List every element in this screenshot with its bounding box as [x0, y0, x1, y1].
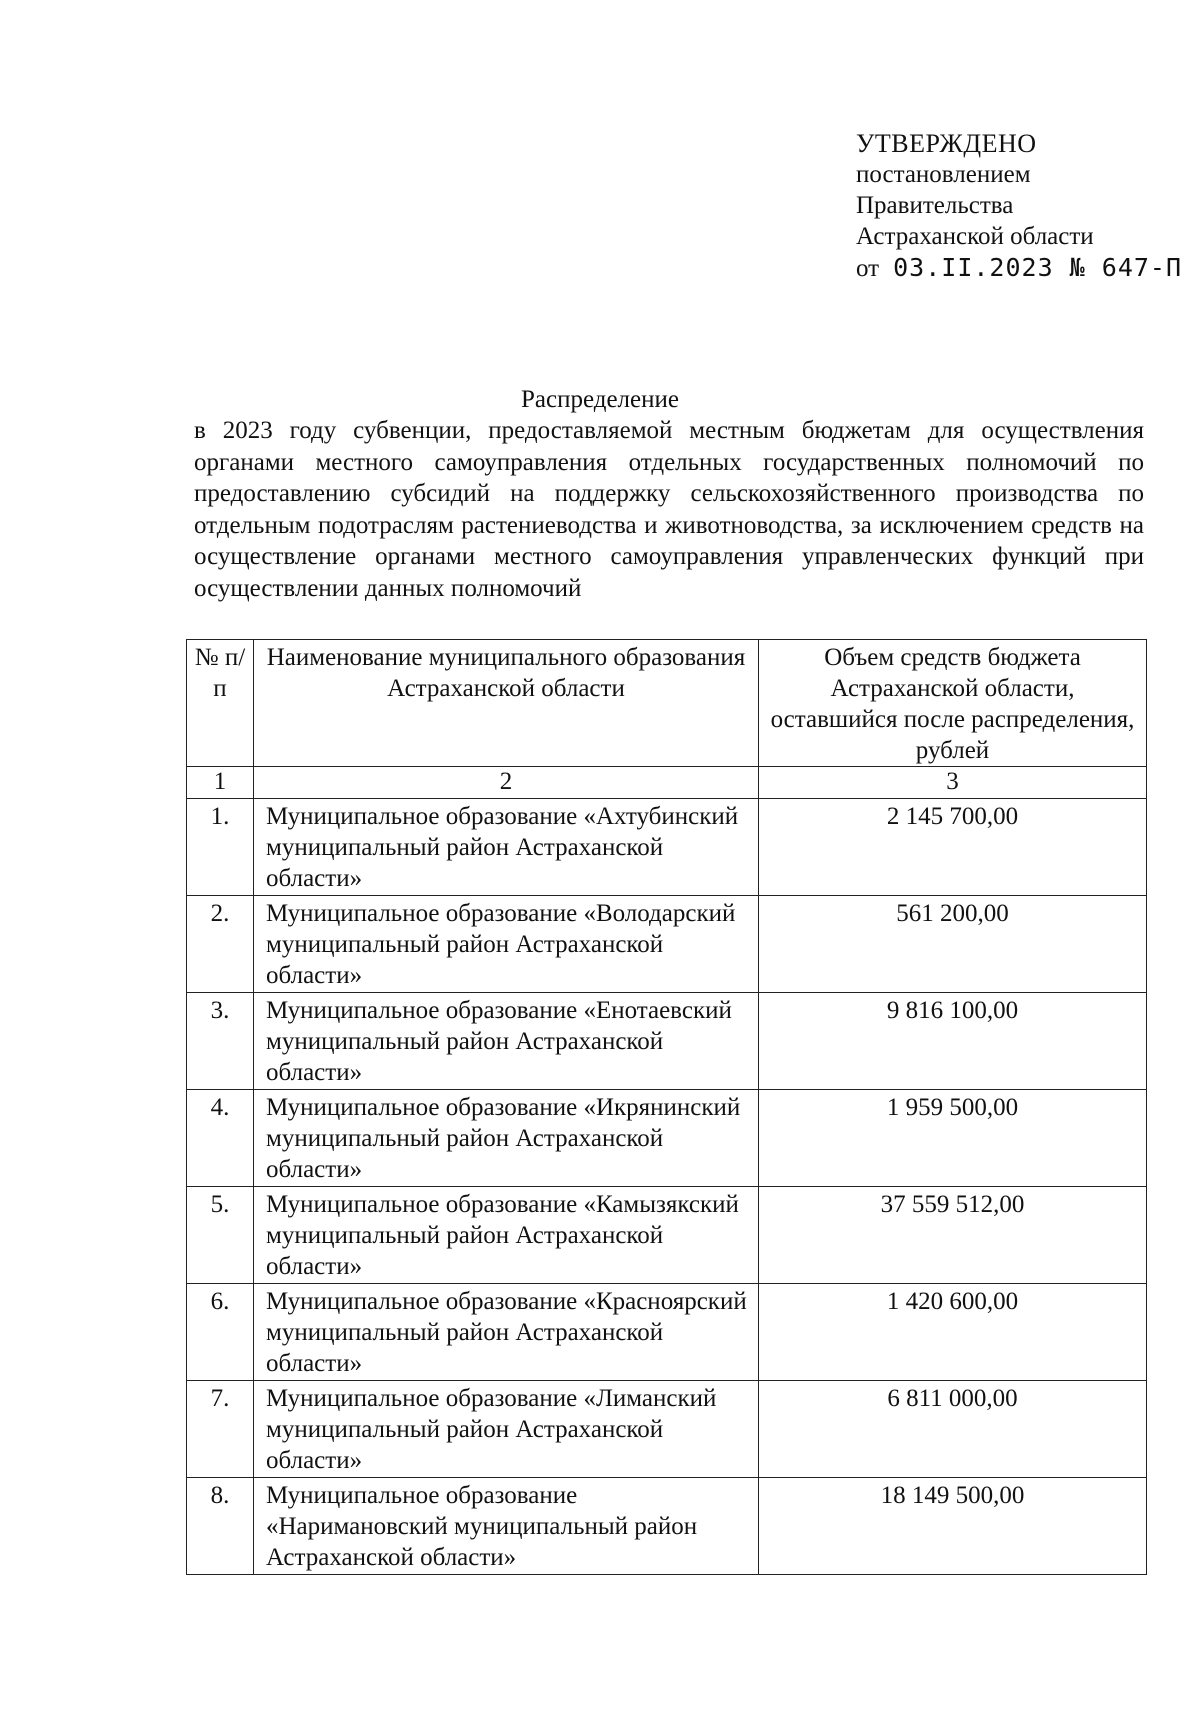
column-number-2: 2 [254, 767, 759, 799]
table-header-row [187, 640, 1147, 767]
column-number-1: 1 [187, 767, 254, 799]
row-municipality: Муниципальное образование «Володарский муниципальный район Астраханской области» [254, 896, 759, 993]
row-amount: 1 420 600,00 [759, 1284, 1147, 1381]
table-row [187, 1090, 1147, 1187]
row-amount: 37 559 512,00 [759, 1187, 1147, 1284]
row-amount: 6 811 000,00 [759, 1381, 1147, 1478]
approval-line-3: Астраханской области [856, 223, 1094, 250]
document-title: Распределение [521, 386, 679, 413]
header-amount: Объем средств бюджета Астраханской области, оставшийся после распределения, рублей [759, 640, 1147, 767]
row-municipality: Муниципальное образование «Наримановский муниципальный район Астраханской области» [254, 1478, 759, 1575]
approval-line-2: Правительства [856, 192, 1014, 219]
row-number: 1. [187, 799, 254, 896]
row-municipality: Муниципальное образование «Икрянинский муниципальный район Астраханской области» [254, 1090, 759, 1187]
row-number: 6. [187, 1284, 254, 1381]
row-number: 5. [187, 1187, 254, 1284]
row-number: 2. [187, 896, 254, 993]
table-row [187, 1187, 1147, 1284]
distribution-table [186, 639, 1147, 1575]
header-number: № п/п [187, 640, 254, 767]
table-row [187, 993, 1147, 1090]
header-municipality: Наименование муниципального образования Астраханской области [254, 640, 759, 767]
row-amount: 2 145 700,00 [759, 799, 1147, 896]
approval-heading: УТВЕРЖДЕНО [856, 129, 1037, 158]
table-row [187, 1478, 1147, 1575]
row-number: 8. [187, 1478, 254, 1575]
approval-date-number: 03.II.2023 № 647-П [893, 253, 1183, 282]
table-column-numbers-row [187, 767, 1147, 799]
row-amount: 561 200,00 [759, 896, 1147, 993]
table-row [187, 1381, 1147, 1478]
row-number: 4. [187, 1090, 254, 1187]
row-amount: 9 816 100,00 [759, 993, 1147, 1090]
row-amount: 1 959 500,00 [759, 1090, 1147, 1187]
table-row [187, 896, 1147, 993]
table-row [187, 1284, 1147, 1381]
row-municipality: Муниципальное образование «Ахтубинский муниципальный район Астраханской области» [254, 799, 759, 896]
row-municipality: Муниципальное образование «Красноярский муниципальный район Астраханской области» [254, 1284, 759, 1381]
row-amount: 18 149 500,00 [759, 1478, 1147, 1575]
row-number: 3. [187, 993, 254, 1090]
column-number-3: 3 [759, 767, 1147, 799]
document-subtitle: в 2023 году субвенции, предоставляемой местным бюджетам для осуществления органами местного самоуправления отдельных государственных полномочий по предоставлению субсидий на поддержку сельскохозяйственного производства по отдельным подотраслям растениеводства и животноводства, за исключением средств на осуществление органами местного самоуправления управленческих функций при осуществлении данных полномочий [194, 417, 1144, 602]
approval-line-1: постановлением [856, 161, 1031, 188]
row-number: 7. [187, 1381, 254, 1478]
approval-date-line [856, 252, 1182, 284]
row-municipality: Муниципальное образование «Енотаевский муниципальный район Астраханской области» [254, 993, 759, 1090]
approval-date-prefix: от [856, 255, 880, 282]
row-municipality: Муниципальное образование «Камызякский муниципальный район Астраханской области» [254, 1187, 759, 1284]
approval-stamp [856, 128, 1182, 284]
row-municipality: Муниципальное образование «Лиманский муниципальный район Астраханской области» [254, 1381, 759, 1478]
table-row [187, 799, 1147, 896]
